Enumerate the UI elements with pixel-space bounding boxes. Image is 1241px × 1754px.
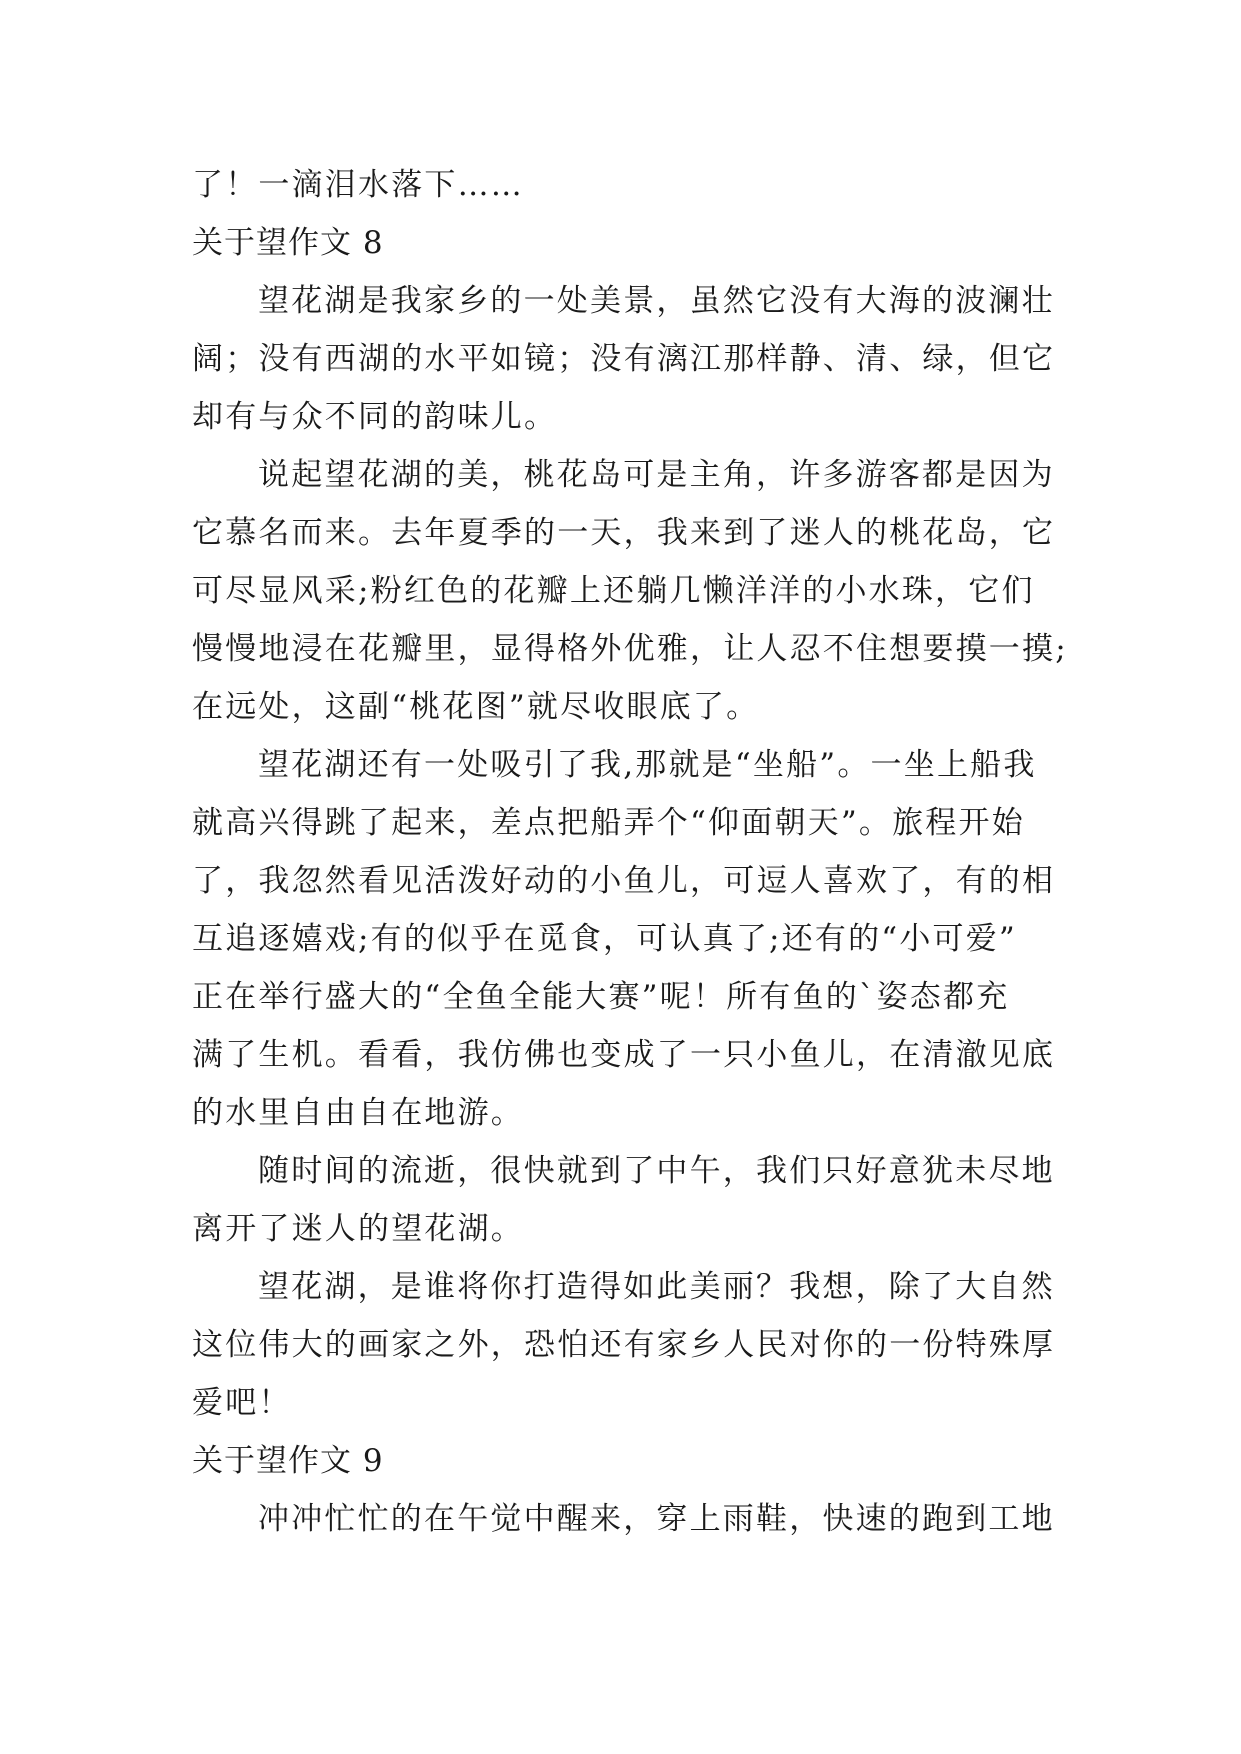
text-line: 随时间的流逝，很快就到了中午，我们只好意犹未尽地 — [258, 1153, 1055, 1189]
text-line: 慢慢地浸在花瓣里，显得格外优雅，让人忍不住想要摸一摸; — [192, 631, 1068, 667]
text-line: 望花湖是我家乡的一处美景，虽然它没有大海的波澜壮 — [258, 283, 1055, 319]
text-line: 却有与众不同的韵味儿。 — [192, 399, 558, 435]
text-line: 互追逐嬉戏;有的似乎在觅食，可认真了;还有的“小可爱” — [192, 921, 1017, 957]
section-heading: 关于望作文 8 — [192, 225, 384, 261]
text-line: 正在举行盛大的“全鱼全能大赛”呢！所有鱼的`姿态都充 — [192, 979, 1010, 1015]
text-line: 可尽显风采;粉红色的花瓣上还躺几懒洋洋的小水珠，它们 — [192, 573, 1035, 609]
text-line: 爱吧！ — [192, 1385, 292, 1421]
text-line: 了！一滴泪水落下…… — [192, 167, 524, 203]
text-line: 说起望花湖的美，桃花岛可是主角，许多游客都是因为 — [258, 457, 1055, 493]
text-line: 离开了迷人的望花湖。 — [192, 1211, 524, 1247]
document-body — [192, 156, 1068, 1548]
text-line: 望花湖还有一处吸引了我,那就是“坐船”。一坐上船我 — [258, 747, 1037, 783]
text-line: 冲冲忙忙的在午觉中醒来，穿上雨鞋，快速的跑到工地 — [258, 1501, 1055, 1537]
text-line: 的水里自由自在地游。 — [192, 1095, 524, 1131]
text-line: 它慕名而来。去年夏季的一天，我来到了迷人的桃花岛，它 — [192, 515, 1056, 551]
text-line: 望花湖，是谁将你打造得如此美丽？我想，除了大自然 — [258, 1269, 1055, 1305]
text-line: 了，我忽然看见活泼好动的小鱼儿，可逗人喜欢了，有的相 — [192, 863, 1056, 899]
text-line: 满了生机。看看，我仿佛也变成了一只小鱼儿，在清澈见底 — [192, 1037, 1056, 1073]
section-heading: 关于望作文 9 — [192, 1443, 384, 1479]
text-line: 这位伟大的画家之外，恐怕还有家乡人民对你的一份特殊厚 — [192, 1327, 1056, 1363]
text-line: 就高兴得跳了起来，差点把船弄个“仰面朝天”。旅程开始 — [192, 805, 1025, 841]
text-line: 阔；没有西湖的水平如镜；没有漓江那样静、清、绿，但它 — [192, 341, 1056, 377]
text-line: 在远处，这副“桃花图”就尽收眼底了。 — [192, 689, 760, 725]
